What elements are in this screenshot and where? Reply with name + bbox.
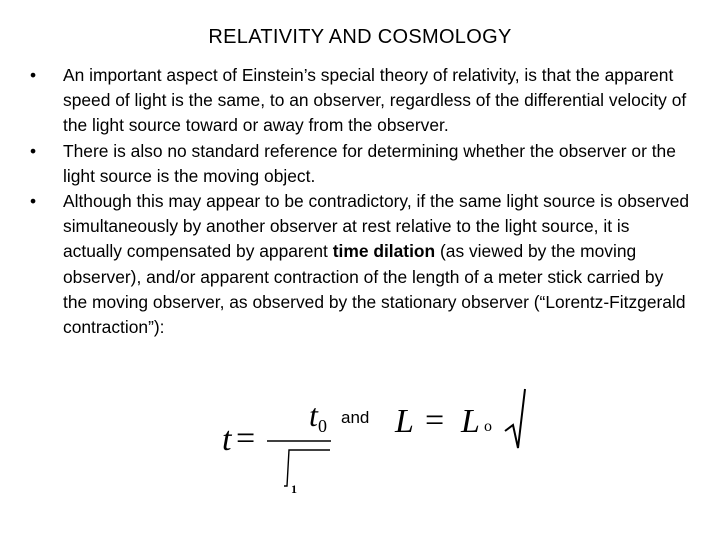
formula-denominator-digit: 1	[291, 482, 297, 496]
formula-t0-sub: 0	[318, 416, 327, 436]
formula-equals-2: =	[425, 402, 445, 439]
formula-and: and	[341, 408, 370, 427]
bullet-icon: •	[30, 191, 37, 212]
formula-L0-base: L	[461, 403, 480, 440]
formula-t: t	[222, 421, 232, 458]
bullet-text-after: (as viewed by the moving observer), and/or apparent contraction of the length of a meter stick carried by the moving observer, as observed by the stationary observer (“Lorentz-Fitzgerald contraction”):	[63, 241, 686, 338]
radical-sign-length	[505, 389, 525, 448]
bullet-text: There is also no standard reference for determining whether the observer or the light source is the moving object.	[63, 140, 676, 186]
bold-term: time dilation	[332, 241, 436, 262]
slide-title: RELATIVITY AND COSMOLOGY	[208, 26, 512, 48]
formula-L: L	[395, 403, 414, 440]
bullet-icon: •	[30, 65, 37, 85]
bullet-text-before: Although this may appear to be contradictory, if the same light source is observed simultaneously by another observer at rest relative to the light source, it is actually compensated by apparent	[63, 191, 690, 262]
formula-equals: =	[236, 420, 256, 457]
formula-L0-sub: o	[484, 418, 492, 435]
bullet-icon: •	[30, 140, 37, 161]
radical-sign-denominator	[284, 450, 330, 486]
bullet-text: An important aspect of Einstein’s special theory of relativity, is that the apparent speed of light is the same, to an observer, regardless of the differential velocity of the light source toward or away from the observer.	[63, 65, 687, 136]
formula-t0-base: t	[309, 397, 318, 433]
